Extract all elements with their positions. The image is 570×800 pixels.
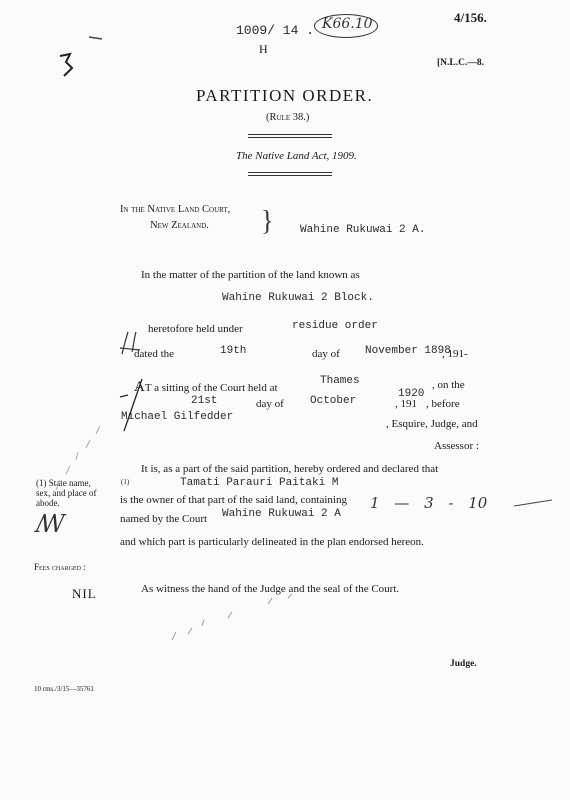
area-handwritten: 1 — 3 - 10 — [370, 494, 488, 512]
ordered-text: It is, as a part of the said partition, hereby ordered and declared that — [141, 463, 439, 475]
delineated-text: and which part is particularly delineated in the plan endorsed hereon. — [120, 536, 424, 548]
owner-name: Tamati Parauri Paitaki M — [180, 477, 339, 489]
letter-mark: H — [259, 42, 268, 56]
note-marker: (1) — [121, 478, 130, 486]
sitting-initial: A — [134, 379, 145, 395]
block-name: Wahine Rukuwai 2 A. — [300, 224, 426, 236]
margin-note-line: abode. — [36, 498, 60, 508]
margin-note-line: sex, and place of — [36, 488, 97, 498]
court-name: In the Native Land Court, — [120, 204, 231, 215]
court-country: New Zealand. — [150, 220, 209, 231]
title-divider-bottom-2 — [248, 175, 332, 176]
rule-reference: (Rule 38.) — [266, 112, 310, 123]
judge-name: Michael Gilfedder — [121, 411, 234, 423]
matter-text: In the matter of the partition of the land known as — [141, 269, 360, 281]
dated-month-year: November 1898 — [365, 345, 451, 357]
heretofore-text: heretofore held under — [148, 323, 243, 335]
witness-text: As witness the hand of the Judge and the seal of the Court. — [141, 583, 400, 595]
handwritten-dash — [88, 34, 104, 42]
margin-note-line: (1) State name, — [36, 478, 91, 488]
file-number: 1009/ 14 . — [236, 23, 315, 38]
sitting-text — [134, 379, 278, 396]
fees-value: NIL — [72, 586, 97, 601]
year-written: 1920 — [398, 388, 425, 400]
judge-signature-label: Judge. — [450, 659, 477, 669]
named-value: Wahine Rukuwai 2 A — [222, 508, 341, 520]
act-title: The Native Land Act, 1909. — [236, 150, 357, 162]
dated-label: dated the — [134, 348, 175, 360]
page-title: PARTITION ORDER. — [196, 86, 374, 105]
dated-day: 19th — [220, 345, 247, 357]
sitting-rest: T a sitting of the Court held at — [144, 382, 278, 394]
handwritten-margin-mark — [56, 50, 78, 80]
form-number: 4/156. — [454, 10, 487, 25]
handwritten-line — [512, 498, 554, 508]
sitting-month: October — [310, 395, 357, 407]
day-of-label-2: day of — [256, 398, 284, 410]
court-brace: } — [261, 204, 274, 237]
title-divider-top-2 — [248, 137, 332, 138]
owner-text: is the owner of that part of the said land, containing — [120, 494, 347, 506]
named-text: named by the Court — [120, 513, 208, 525]
print-reference: 10 rms./3/15—35761 — [34, 685, 94, 693]
year-191: , 191 — [395, 398, 417, 410]
day-of-label: day of — [312, 348, 340, 360]
pencil-marks — [168, 590, 308, 650]
handwritten-slash — [118, 375, 146, 435]
land-name: Wahine Rukuwai 2 Block. — [222, 292, 374, 304]
pencil-marks-left — [50, 420, 110, 500]
handwritten-reference-text: K66.10 — [322, 16, 373, 32]
year-suffix: , 191- — [442, 348, 468, 360]
form-code: [N.L.C.—8. — [437, 58, 484, 68]
on-the-text: , on the — [432, 379, 465, 391]
before-text: , before — [426, 398, 460, 410]
order-type: residue order — [292, 320, 378, 332]
handwritten-bracket-mark — [118, 328, 144, 358]
esquire-text: , Esquire, Judge, and — [386, 418, 478, 430]
sitting-day: 21st — [191, 395, 218, 407]
assessor-text: Assessor : — [434, 440, 479, 452]
handwritten-initials: ꟿ — [36, 510, 63, 538]
sitting-place: Thames — [320, 375, 360, 387]
title-divider-top — [248, 134, 332, 135]
title-divider-bottom — [248, 172, 332, 173]
fees-label: Fees charged : — [34, 562, 86, 572]
